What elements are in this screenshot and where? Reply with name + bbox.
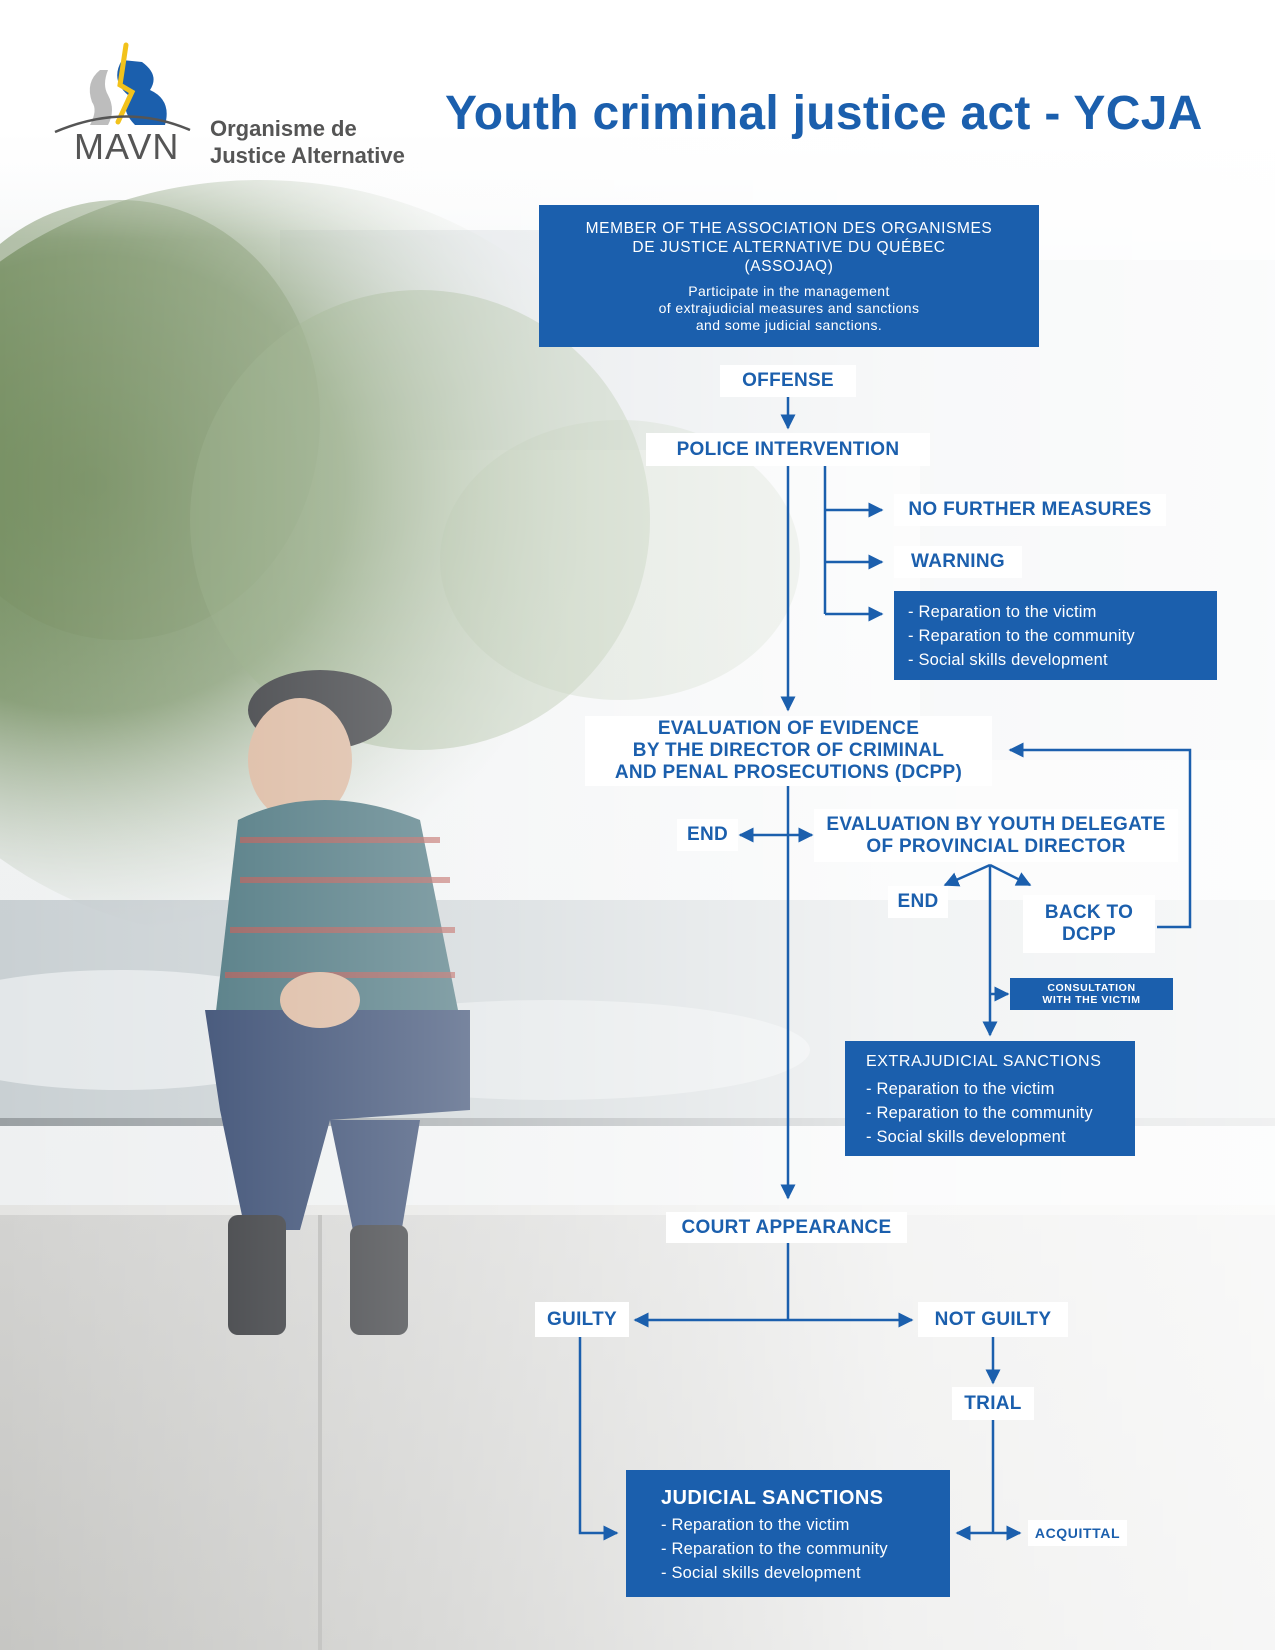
acquittal-box: ACQUITTAL (1028, 1520, 1127, 1546)
edge-guilty-judicial (580, 1337, 617, 1533)
extrajudicial-item-3: - Social skills development (866, 1127, 1066, 1146)
assojaq-box (539, 205, 1039, 347)
assojaq-note-3: and some judicial sanctions. (695, 316, 883, 333)
back-to-dcpp-line-2: DCPP (1062, 924, 1116, 945)
no-further-measures-box: NO FURTHER MEASURES (894, 494, 1166, 526)
measures-item-2: - Reparation to the community (908, 626, 1135, 645)
measures-item-1: - Reparation to the victim (908, 602, 1097, 621)
youth-delegate-line-1: EVALUATION BY YOUTH DELEGATE (826, 813, 1166, 835)
judicial-heading: JUDICIAL SANCTIONS (661, 1486, 884, 1509)
extrajudicial-sanctions-box (845, 1041, 1135, 1156)
guilty-box: GUILTY (535, 1302, 629, 1337)
end-box-2: END (888, 886, 948, 918)
assojaq-note-1: Participate in the management (688, 282, 890, 299)
warning-box: WARNING (894, 546, 1022, 578)
youth-delegate-box (814, 809, 1178, 862)
assojaq-note-2: of extrajudicial measures and sanctions (658, 299, 920, 316)
evaluation-line-3: AND PENAL PROSECUTIONS (DCPP) (614, 762, 963, 783)
assojaq-heading-2: DE JUSTICE ALTERNATIVE DU QUÉBEC (632, 238, 946, 256)
consultation-line-2: WITH THE VICTIM (1042, 994, 1141, 1006)
offense-box: OFFENSE (720, 365, 856, 397)
assojaq-heading-3: (ASSOJAQ) (744, 257, 834, 275)
consultation-box (1010, 978, 1173, 1010)
evaluation-evidence-box (585, 716, 992, 786)
back-to-dcpp-line-1: BACK TO (1044, 902, 1134, 923)
police-intervention-box: POLICE INTERVENTION (646, 433, 930, 466)
judicial-item-1: - Reparation to the victim (661, 1515, 850, 1534)
measures-item-3: - Social skills development (908, 650, 1108, 669)
extrajudicial-item-1: - Reparation to the victim (866, 1079, 1055, 1098)
measures-box (894, 591, 1217, 680)
logo-org-line1: Organisme de (210, 116, 357, 141)
consultation-line-1: CONSULTATION (1047, 982, 1136, 994)
edge-delegate-end2 (945, 865, 990, 885)
edge-delegate-back (990, 865, 1030, 885)
judicial-item-3: - Social skills development (661, 1563, 861, 1582)
youth-delegate-line-2: OF PROVINCIAL DIRECTOR (866, 835, 1126, 857)
trial-box: TRIAL (952, 1387, 1034, 1420)
back-to-dcpp-box (1023, 895, 1155, 953)
extrajudicial-heading: EXTRAJUDICIAL SANCTIONS (866, 1052, 1102, 1070)
extrajudicial-item-2: - Reparation to the community (866, 1103, 1093, 1122)
logo-org-line2: Justice Alternative (210, 143, 405, 168)
evaluation-line-2: BY THE DIRECTOR OF CRIMINAL (632, 740, 945, 761)
judicial-sanctions-box (626, 1470, 950, 1597)
end-box-1: END (677, 819, 738, 851)
judicial-item-2: - Reparation to the community (661, 1539, 888, 1558)
logo-mark: MAVN (74, 126, 180, 167)
court-appearance-box: COURT APPEARANCE (666, 1212, 907, 1243)
assojaq-heading-1: MEMBER OF THE ASSOCIATION DES ORGANISMES (585, 219, 993, 237)
not-guilty-box: NOT GUILTY (918, 1302, 1068, 1337)
evaluation-line-1: EVALUATION OF EVIDENCE (657, 718, 920, 739)
page-title: Youth criminal justice act - YCJA (445, 87, 1203, 140)
